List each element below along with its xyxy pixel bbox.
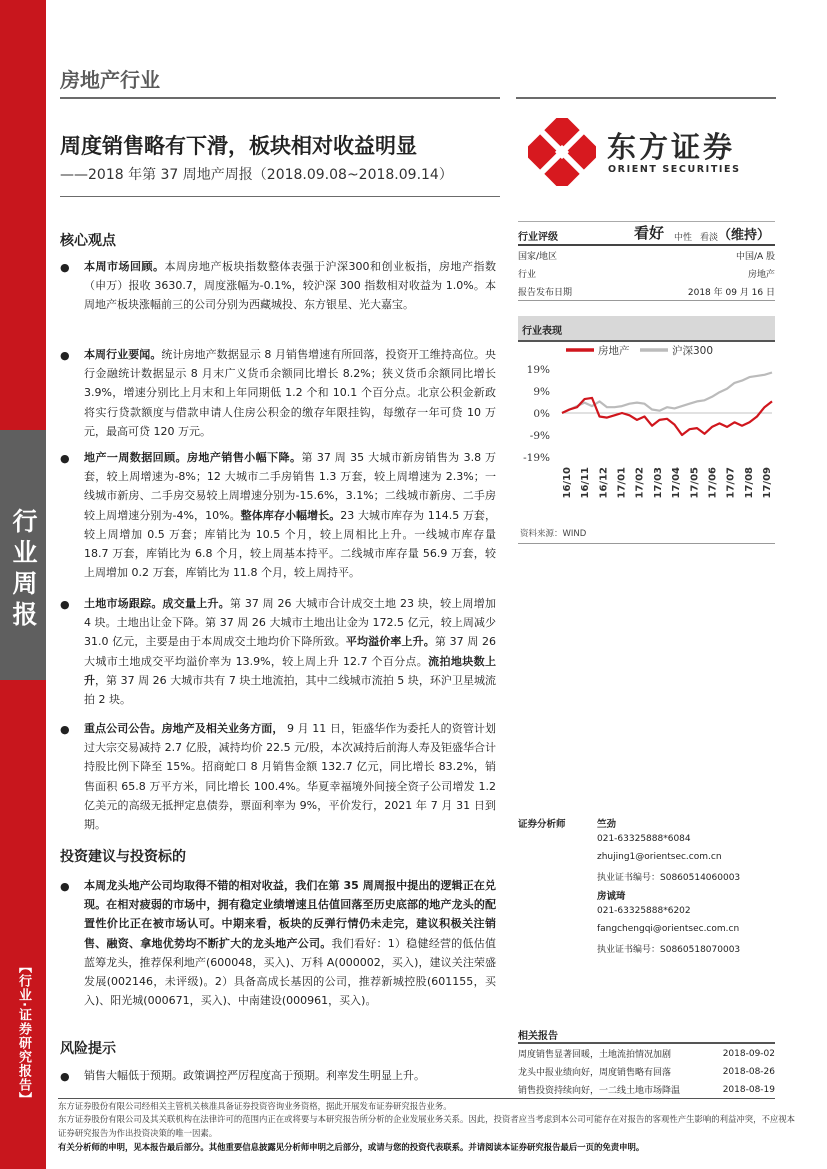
x-tick-label: 17/04 (671, 467, 683, 499)
analyst-phone: 021-63325888*6084 (597, 834, 691, 844)
rating-option-neutral: 中性 (674, 233, 693, 243)
related-rule (518, 1042, 775, 1044)
invest-text: 我们看好：1）稳健经营的低估值蓝筹龙头，推荐保利地产(600048，买入)、万科 A(000002，买入)，建议关注荣盛发展(002146，未评级)。2）具备高成长基因的公司，推荐新城控股(601155，买入)、阳光城(000671，买入)、中南建设(000961，买入)。 (84, 936, 496, 1008)
core-item-1 (84, 257, 496, 315)
rating-row (518, 265, 775, 282)
report-type-box (0, 430, 46, 680)
x-tick-label: 17/08 (743, 467, 755, 499)
item-lead: 重点公司公告。房地产及相关业务方面， (84, 722, 284, 735)
performance-chart (518, 342, 778, 507)
related-date: 2018-08-19 (722, 1084, 775, 1095)
x-tick-label: 17/05 (689, 467, 701, 499)
related-heading: 相关报告 (518, 1031, 558, 1042)
perf-header (518, 316, 775, 340)
item-text: ，第 37 周 26 大城市共有 7 块土地流拍，其中二线城市流拍 5 块，环沪卫星城流拍 2 块。 (84, 673, 496, 707)
rating-value: 看好 (634, 224, 665, 242)
legend-label: 房地产 (598, 345, 630, 357)
core-item-3 (84, 448, 496, 582)
analyst-email[interactable]: fangchengqi@orientsec.com.cn (597, 924, 740, 934)
x-tick-label: 16/11 (580, 467, 592, 499)
bullet-icon: ● (60, 880, 70, 893)
item-text: 第 37 周 26 大城市合计成交土地 23 块，较上周增加 4 块。土地出让金下降。第 37 周 26 大城市土地出让金为 172.5 亿元，较上周减少 31.0 亿元，主要是由于本周成交土地均价下降所致。 (84, 597, 496, 649)
analyst-name: 房诚琦 (597, 891, 626, 902)
related-item[interactable] (518, 1063, 775, 1080)
rating-bottom-rule (518, 300, 775, 301)
footer-line: 东方证券股份有限公司及其关联机构在法律许可的范围内正在或将要与本研究报告所分析的企业发展业务关系。因此，投资者应当考虑到本公司可能存在对报告的客观性产生影响的利益冲突，不应视本证券研究报告为作出投资决策的唯一因素。 (58, 1114, 795, 1138)
related-date: 2018-08-26 (722, 1066, 775, 1077)
item-lead: 平均溢价率上升。 (345, 635, 435, 649)
core-item-4 (84, 594, 496, 709)
rating-row (518, 247, 775, 264)
bullet-icon: ● (60, 723, 70, 736)
related-item[interactable] (518, 1045, 775, 1062)
core-item-5 (84, 719, 496, 834)
series-line (562, 398, 772, 435)
analyst-phone: 021-63325888*6202 (597, 906, 691, 916)
rating-row (518, 283, 775, 300)
item-text: 统计房地产数据显示 8 月销售增速有所回落，投资开工维持高位。央行金融统计数据显示 8 月末广义货币余额同比增长 8.2%；狭义货币余额同比增长 3.9%，增速分别比上月末和上年同期低 1.2 个和 10.1 个百分点。北京公积金新政将实行贷款额度与借款申请人住房公积金的缴存年限挂钩，每缴存一年可贷 10 万元，最高可贷 120 万元。 (84, 348, 497, 438)
perf-heading: 行业表现 (522, 326, 562, 337)
title-rule (60, 196, 500, 197)
x-tick-label: 17/01 (616, 467, 628, 499)
analyst-email[interactable]: zhujing1@orientsec.com.cn (597, 852, 722, 862)
y-tick-label: -9% (529, 430, 550, 442)
item-lead: 地产一周数据回顾。房地产销售小幅下降。 (84, 451, 302, 464)
y-tick-label: -19% (523, 452, 550, 464)
item-lead: 整体库存小幅增长。 (240, 508, 341, 522)
x-tick-label: 17/02 (634, 467, 646, 499)
header-rule-right (516, 97, 776, 99)
footer-line: 有关分析师的申明，见本报告最后部分。其他重要信息披露见分析师申明之后部分，或请与您的投资代表联系。并请阅读本证券研究报告最后一页的免责申明。 (58, 1142, 645, 1152)
bullet-icon: ● (60, 349, 70, 362)
rating-label: 行业评级 (518, 232, 558, 243)
item-text: 第 37 周 35 大城市新房销售为 3.8 万套，较上周增速为-8%；12 大城市二手房销售 1.3 万套，较上周增速为 2.3%；一线城市新房、二手房交易较上周增速分别为-15.6%，3.1%；二线城市新房、二手房较上周增速分别为-4%，10%。 (84, 451, 497, 522)
sector-title: 房地产行业 (60, 68, 160, 92)
item-text: 23 大城市库存为 114.5 万套，较上周增加 0.5 万套；库销比为 10.5 个月，较上周相比上升。一线城市库存量 18.7 万套，库销比为 6.8 个月，较上周基本持平。二线城市库存量 56.9 万套，较上周增加 0.2 万套，库销比为 11.8 个月，较上周持平。 (84, 508, 496, 580)
x-tick-label: 17/03 (652, 467, 664, 499)
rating-keep: （维持） (718, 228, 771, 243)
rating-mid-rule (518, 244, 775, 246)
related-item[interactable] (518, 1081, 775, 1098)
legend-label: 沪深300 (672, 345, 714, 357)
x-tick-label: 17/07 (725, 467, 737, 499)
related-date: 2018-09-02 (722, 1048, 775, 1059)
bullet-icon: ● (60, 1070, 70, 1083)
footer-rule (58, 1098, 775, 1099)
x-tick-label: 17/06 (707, 467, 719, 499)
row-key: 国家/地区 (518, 252, 558, 262)
series-line (562, 373, 772, 414)
item-lead: 本周市场回顾。 (84, 260, 165, 273)
bullet-icon: ● (60, 598, 70, 611)
related-title[interactable]: 销售投资持续向好，一二线土地市场降温 (518, 1086, 681, 1096)
invest-body (84, 876, 496, 1010)
invest-heading: 投资建议与投资标的 (60, 849, 186, 865)
item-lead: 流拍地块数上升 (84, 654, 496, 687)
row-value: 房地产 (747, 270, 775, 280)
item-text: 9 月 11 日，钜盛华作为委托人的资管计划过大宗交易减持 2.7 亿股，减持均价 22.5 元/股，本次减持后前海人寿及钜盛华合计持股比例下降至 15%。招商蛇口 8 月销售金额 132.7 亿元，同比增长 83.2%，销售面积 65.8 万平方米，同比增长 100.4%。华夏幸福境外间接全资子公司增发 1.2 亿美元的高级无抵押定息债券，票面利率为 9%，平价发行，2021 年 7 月 31 日到期。 (84, 722, 496, 832)
invest-bold: 本周龙头地产公司均取得不错的相对收益，我们在第 35 周周报中提出的逻辑正在兑现。在相对疲弱的市场中，拥有稳定业绩增速且估值回落至历史底部的地产龙头的配置性价比正在被市场认可。中期来看，板块的反弹行情仍未走完，建议积极关注销售、融资、拿地优势均不断扩大的龙头地产公司。 (84, 879, 496, 950)
item-text: 第 37 周 26 大城市土地成交平均溢价率为 13.9%，较上周上升 12.7 个百分点。 (84, 635, 497, 668)
analyst-cert: 执业证书编号：S0860514060003 (597, 873, 741, 883)
analyst-label: 证券分析师 (518, 819, 566, 830)
footer-line: 东方证券股份有限公司经相关主管机关核准具备证券投资咨询业务资格，据此开展发布证券研究报告业务。 (58, 1101, 452, 1111)
item-lead: 土地市场跟踪。成交量上升。 (84, 597, 230, 610)
y-tick-label: 9% (533, 386, 550, 398)
risk-text: 销售大幅低于预期。政策调控严厉程度高于预期。利率发生明显上升。 (84, 1069, 425, 1082)
core-item-2 (84, 345, 496, 441)
row-value: 2018 年 09 月 16 日 (687, 288, 775, 298)
report-type-label: 行业周报 (9, 508, 38, 632)
x-tick-label: 16/12 (598, 467, 610, 499)
related-title[interactable]: 周度销售显著回暖，土地流拍情况加剧 (518, 1050, 672, 1060)
chart-bottom-rule (518, 543, 775, 544)
row-key: 行业 (518, 270, 537, 280)
item-lead: 本周行业要闻。 (84, 348, 162, 361)
analyst-name: 竺劲 (597, 819, 617, 830)
orient-logo-icon (528, 118, 596, 186)
rating-option-bearish: 看淡 (700, 233, 719, 243)
risk-heading: 风险提示 (60, 1041, 116, 1057)
item-text: 本周房地产板块指数整体表强于沪深300和创业板指，房地产指数（申万）报收 3630.7，周度涨幅为-0.1%，较沪深 300 指数相对收益为 1.0%。本周地产板块涨幅前三的公司分别为西藏城投、东方银星、光大嘉宝。 (84, 260, 496, 312)
row-value: 中国/A 股 (735, 252, 775, 262)
report-subtitle: ——2018 年第 37 周地产周报（2018.09.08~2018.09.14） (60, 167, 453, 183)
chart-source: 资料来源：WIND (520, 529, 587, 539)
related-title[interactable]: 龙头中报业绩向好，周度销售略有回落 (518, 1068, 672, 1078)
header-rule-left (60, 97, 500, 99)
analyst-cert: 执业证书编号：S0860518070003 (597, 945, 741, 955)
y-tick-label: 0% (533, 408, 550, 420)
y-tick-label: 19% (526, 364, 550, 376)
report-category-label: 【行业·证券研究报告】 (16, 960, 31, 1106)
logo-english: ORIENT SECURITIES (608, 164, 741, 175)
bullet-icon: ● (60, 452, 70, 465)
bullet-icon: ● (60, 261, 70, 274)
row-key: 报告发布日期 (518, 288, 573, 298)
logo-text: 东方证券 (607, 130, 736, 164)
core-heading: 核心观点 (60, 233, 116, 249)
x-tick-label: 16/10 (562, 467, 573, 499)
report-title: 周度销售略有下滑，板块相对收益明显 (60, 134, 417, 158)
x-tick-label: 17/09 (762, 467, 773, 499)
